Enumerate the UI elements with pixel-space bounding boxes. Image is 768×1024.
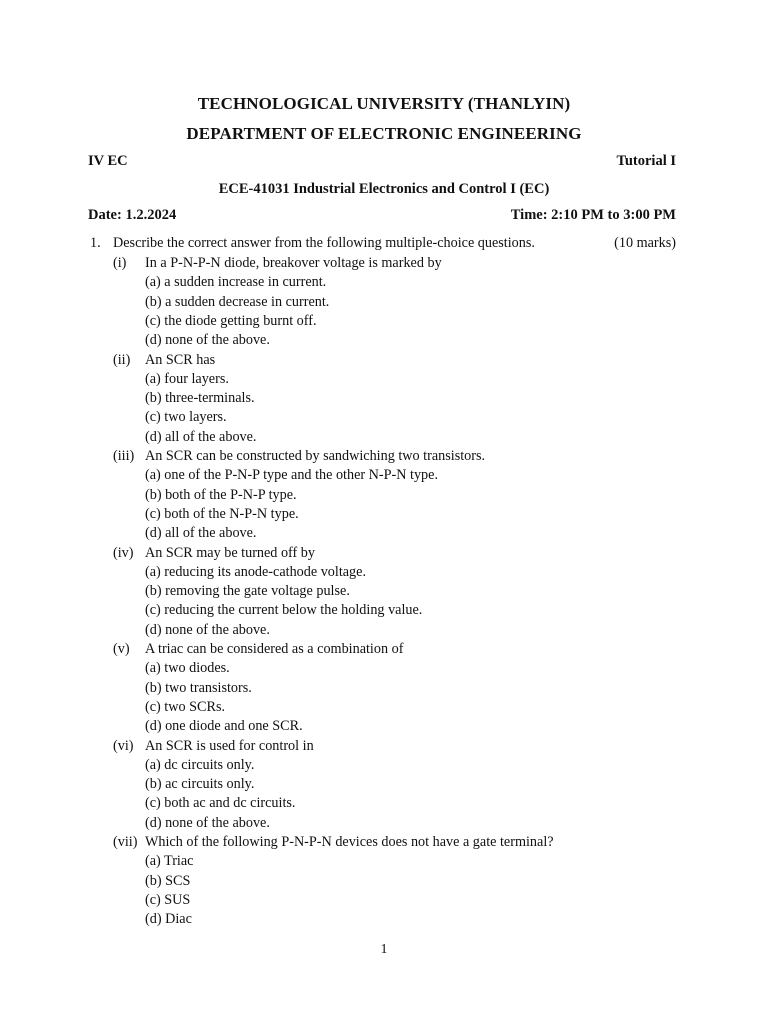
sub-question-number: (i) [113, 255, 127, 271]
sub-question-number: (iii) [113, 448, 135, 464]
option-a: (a) a sudden increase in current. [145, 274, 327, 291]
option-d: (d) all of the above. [145, 525, 257, 542]
options-list [145, 370, 256, 447]
sub-question-number: (iv) [113, 544, 134, 561]
tutorial-label: Tutorial I [616, 153, 676, 169]
option-b: (b) SCS [145, 872, 191, 889]
sub-question-stem: A triac can be considered as a combination of [145, 641, 404, 657]
option-a: (a) dc circuits only. [145, 756, 255, 773]
option-d: (d) none of the above. [145, 621, 270, 638]
time-label: Time: 2:10 PM to 3:00 PM [510, 207, 676, 223]
option-a: (a) one of the P-N-P type and the other N-P-N type. [145, 467, 438, 484]
option-b: (b) ac circuits only. [145, 776, 255, 793]
question-number: 1. [90, 235, 101, 251]
option-a: (a) four layers. [145, 370, 229, 387]
option-b: (b) removing the gate voltage pulse. [145, 583, 350, 600]
sub-question-stem: In a P-N-P-N diode, breakover voltage is marked by [145, 255, 442, 271]
university-title: TECHNOLOGICAL UNIVERSITY (THANLYIN) [197, 94, 571, 113]
option-c: (c) reducing the current below the holding value. [145, 602, 423, 619]
option-c: (c) two SCRs. [145, 698, 226, 715]
option-c: (c) SUS [145, 891, 191, 908]
question-marks: (10 marks) [614, 235, 676, 251]
question-text: Describe the correct answer from the following multiple-choice questions. [113, 235, 535, 251]
option-d: (d) one diode and one SCR. [145, 718, 303, 735]
option-a: (a) two diodes. [145, 660, 230, 677]
sub-question-number: (vii) [113, 834, 138, 850]
options-list [145, 273, 329, 350]
options-list [145, 466, 438, 543]
options-list [145, 659, 303, 736]
option-b: (b) a sudden decrease in current. [145, 293, 330, 310]
department-title: DEPARTMENT OF ELECTRONIC ENGINEERING [186, 124, 582, 143]
course-title: ECE-41031 Industrial Electronics and Control I (EC) [218, 181, 550, 197]
option-a: (a) Triac [145, 853, 194, 870]
sub-question-number: (v) [113, 641, 130, 657]
options-list [145, 852, 193, 929]
sub-question-number: (vi) [113, 737, 134, 754]
sub-question-stem: An SCR has [145, 351, 216, 368]
option-c: (c) the diode getting burnt off. [145, 312, 317, 329]
option-d: (d) all of the above. [145, 428, 257, 445]
sub-question-stem: Which of the following P-N-P-N devices does not have a gate terminal? [145, 834, 554, 850]
option-b: (b) two transistors. [145, 679, 252, 696]
sub-question-stem: An SCR may be turned off by [145, 544, 315, 561]
options-list [145, 756, 295, 833]
option-b: (b) three-terminals. [145, 390, 255, 407]
option-c: (c) both ac and dc circuits. [145, 795, 296, 812]
option-c: (c) both of the N-P-N type. [145, 505, 299, 522]
option-d: (d) Diac [145, 911, 192, 928]
sub-question-stem: An SCR is used for control in [145, 737, 314, 754]
date-label: Date: 1.2.2024 [88, 207, 177, 223]
option-b: (b) both of the P-N-P type. [145, 486, 297, 503]
class-label: IV EC [88, 153, 128, 169]
sub-question-stem: An SCR can be constructed by sandwiching two transistors. [145, 448, 486, 464]
option-a: (a) reducing its anode-cathode voltage. [145, 563, 366, 580]
option-d: (d) none of the above. [145, 814, 270, 831]
sub-question-number: (ii) [113, 351, 131, 368]
options-list [145, 563, 422, 640]
option-c: (c) two layers. [145, 409, 227, 426]
option-d: (d) none of the above. [145, 332, 270, 349]
page-number: 1 [380, 942, 388, 957]
